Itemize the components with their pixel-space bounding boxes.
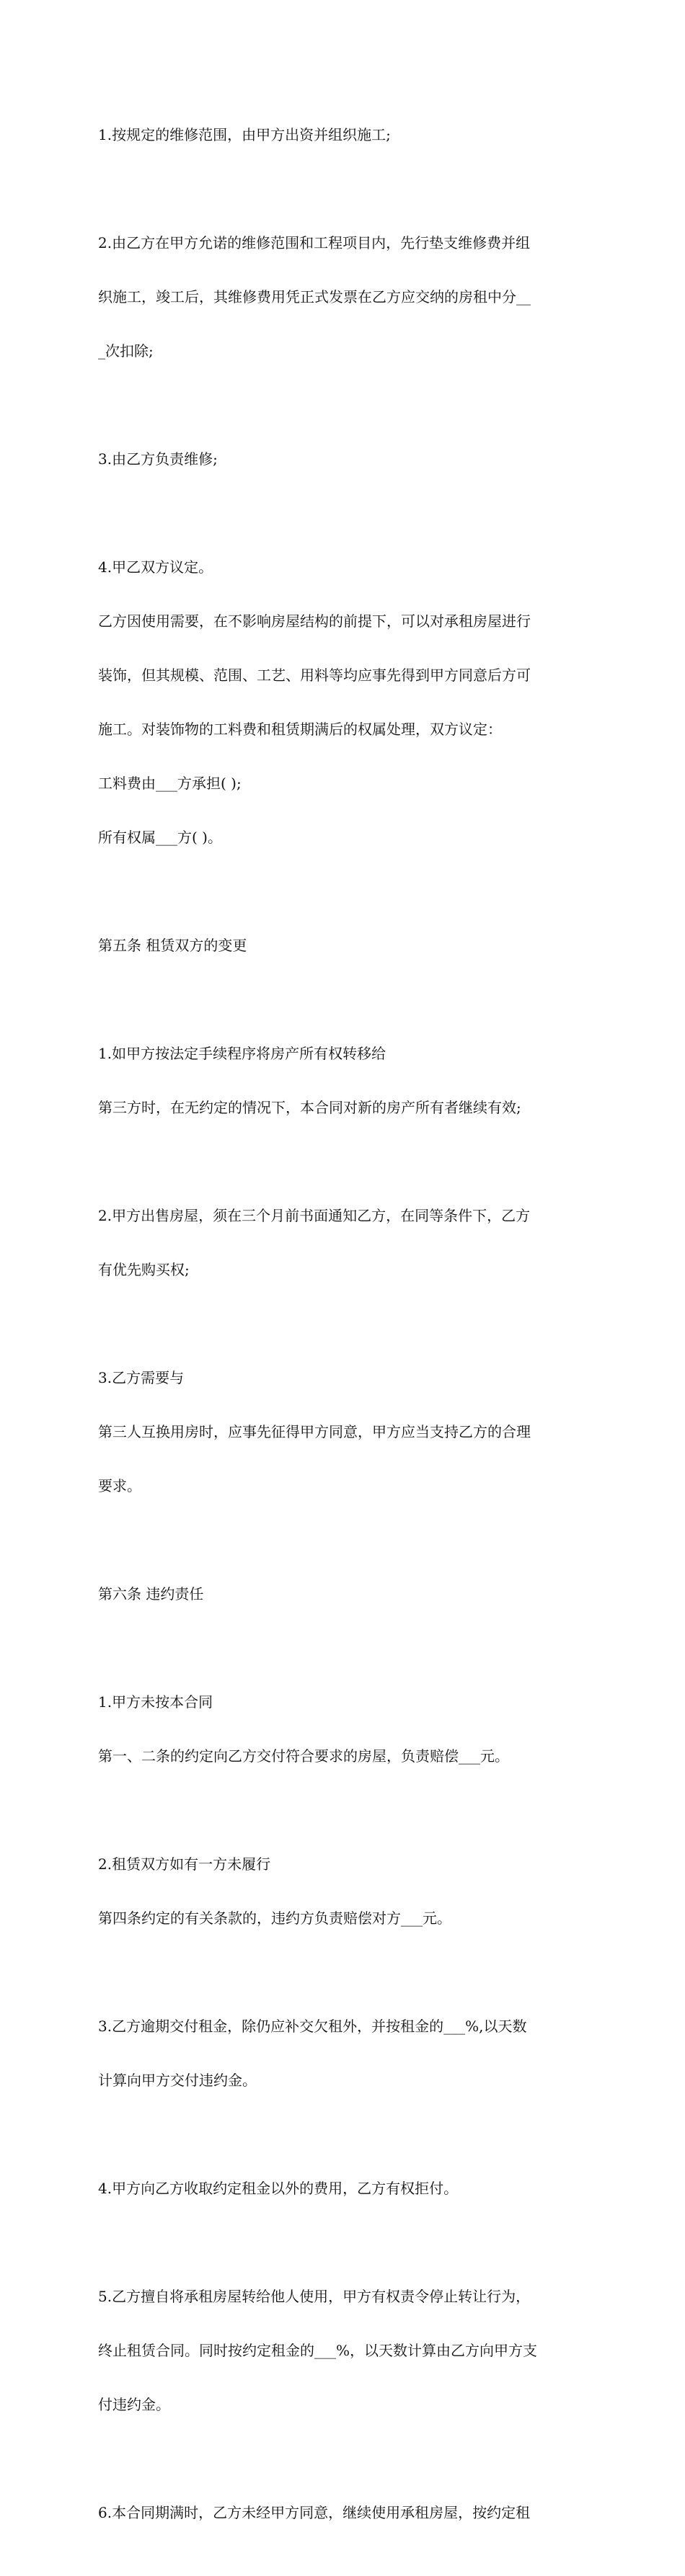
text-line: 计算向甲方交付违约金。 — [98, 2072, 257, 2089]
text-line: 第三人互换用房时，应事先征得甲方同意，甲方应当支持乙方的合理 — [98, 1423, 531, 1440]
clause-paragraph — [98, 2144, 596, 2234]
document-body — [98, 90, 596, 2576]
text-line: 织施工，竣工后，其维修费用凭正式发票在乙方应交纳的房租中分__ — [98, 288, 531, 306]
clause-paragraph — [98, 198, 596, 396]
text-line: 要求。 — [98, 1477, 141, 1494]
clause-paragraph — [98, 1657, 596, 1801]
text-line: 3.由乙方负责维修; — [98, 450, 218, 468]
text-line: 装饰，但其规模、范围、工艺、用料等均应事先得到甲方同意后方可 — [98, 667, 531, 684]
article-heading — [98, 1549, 596, 1639]
text-line: 有优先购买权; — [98, 1261, 190, 1278]
clause-paragraph — [98, 414, 596, 504]
clause-paragraph — [98, 1819, 596, 1964]
text-line: 第一、二条的约定向乙方交付符合要求的房屋，负责赔偿___元。 — [98, 1747, 509, 1765]
clause-paragraph — [98, 1009, 596, 1153]
text-line: 5.乙方擅自将承租房屋转给他人使用，甲方有权责令停止转让行为， — [98, 2288, 531, 2305]
text-line: 4.甲方向乙方收取约定租金以外的费用，乙方有权拒付。 — [98, 2180, 459, 2197]
clause-paragraph — [98, 1333, 596, 1531]
text-line: _次扣除; — [98, 342, 154, 360]
text-line: 施工。对装饰物的工料费和租赁期满后的权属处理，双方议定： — [98, 721, 502, 738]
text-line: 乙方因使用需要，在不影响房屋结构的前提下，可以对承租房屋进行 — [98, 612, 531, 630]
clause-paragraph — [98, 90, 596, 180]
text-line: 1.甲方未按本合同 — [98, 1693, 213, 1711]
article-heading — [98, 901, 596, 991]
text-line: 4.甲乙双方议定。 — [98, 558, 213, 576]
text-line: 所有权属___方( )。 — [98, 829, 222, 846]
clause-paragraph — [98, 2468, 596, 2558]
text-line: 第六条 违约责任 — [98, 1585, 204, 1603]
text-line: 1.如甲方按法定手续程序将房产所有权转移给 — [98, 1045, 386, 1062]
clause-paragraph — [98, 1171, 596, 1315]
text-line: 2.租赁双方如有一方未履行 — [98, 1855, 271, 1873]
text-line: 付违约金。 — [98, 2396, 170, 2413]
text-line: 第四条约定的有关条款的，违约方负责赔偿对方___元。 — [98, 1909, 451, 1927]
clause-paragraph — [98, 1982, 596, 2126]
text-line: 2.由乙方在甲方允诺的维修范围和工程项目内，先行垫支维修费并组 — [98, 234, 531, 251]
clause-paragraph — [98, 522, 596, 883]
text-line: 终止租赁合同。同时按约定租金的___%，以天数计算由乙方向甲方支 — [98, 2342, 538, 2359]
text-line: 3.乙方需要与 — [98, 1369, 185, 1386]
text-line: 工料费由___方承担( ); — [98, 775, 242, 792]
clause-paragraph — [98, 2252, 596, 2450]
text-line: 2.甲方出售房屋，须在三个月前书面通知乙方，在同等条件下，乙方 — [98, 1207, 531, 1224]
text-line: 第五条 租赁双方的变更 — [98, 937, 247, 954]
text-line: 1.按规定的维修范围，由甲方出资并组织施工; — [98, 126, 391, 143]
text-line: 6.本合同期满时，乙方未经甲方同意，继续使用承租房屋，按约定租 — [98, 2504, 531, 2521]
text-line: 3.乙方逾期交付租金，除仍应补交欠租外，并按租金的___%,以天数 — [98, 2018, 527, 2035]
text-line: 第三方时，在无约定的情况下，本合同对新的房产所有者继续有效; — [98, 1099, 521, 1116]
